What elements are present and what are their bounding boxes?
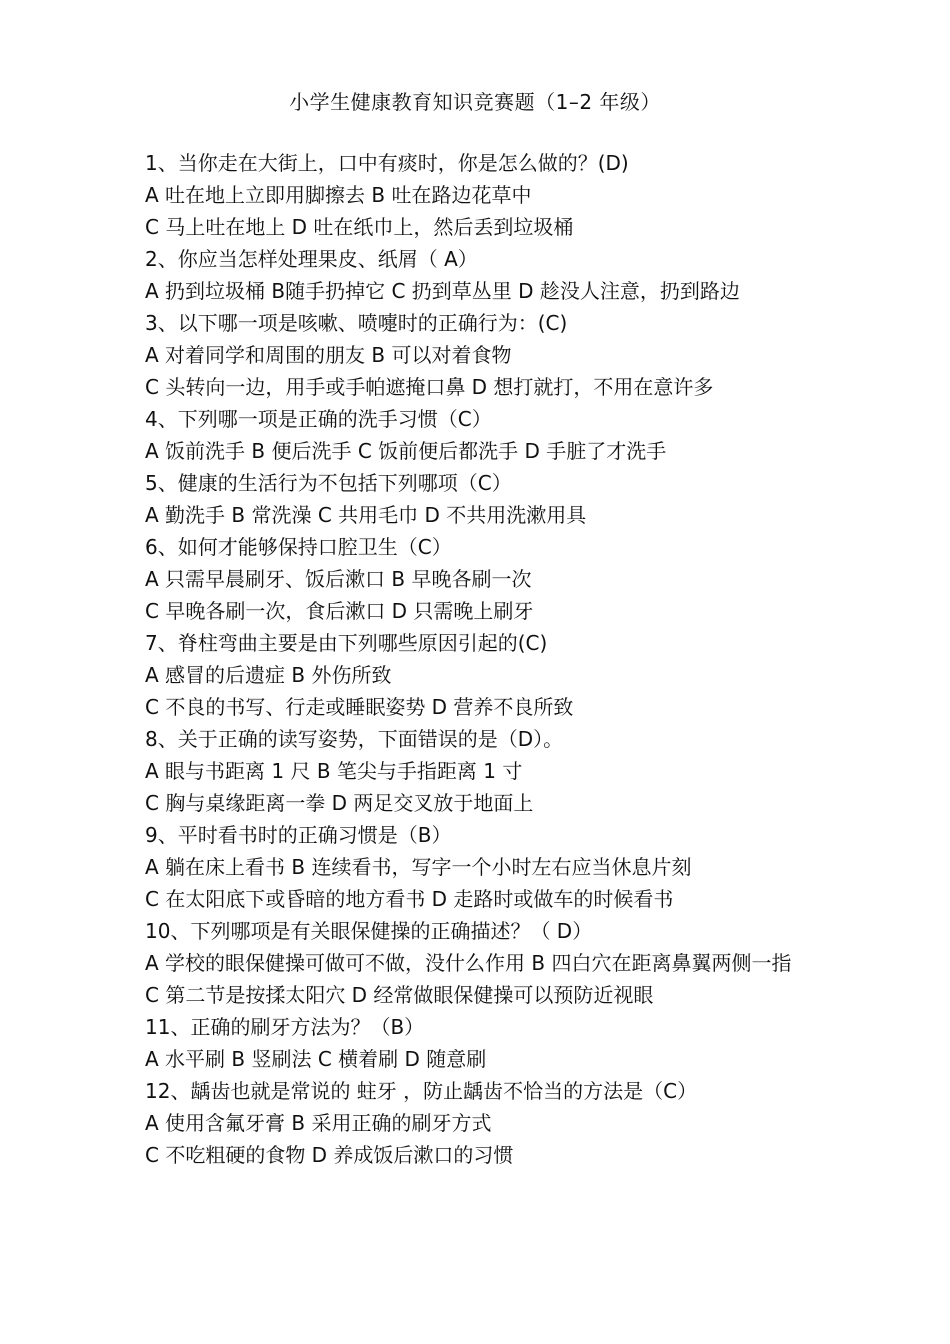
question-1-options-ab: A 吐在地上立即用脚擦去 B 吐在路边花草中 [145, 183, 532, 207]
question-5: 5、健康的生活行为不包括下列哪项（C） [145, 471, 512, 495]
question-3-options-cd: C 头转向一边，用手或手帕遮掩口鼻 D 想打就打，不用在意许多 [145, 375, 714, 399]
question-6-options-ab: A 只需早晨刷牙、饭后漱口 B 早晚各刷一次 [145, 567, 532, 591]
question-5-options: A 勤洗手 B 常洗澡 C 共用毛巾 D 不共用洗漱用具 [145, 503, 587, 527]
question-1-options-cd: C 马上吐在地上 D 吐在纸巾上，然后丢到垃圾桶 [145, 215, 574, 239]
question-10: 10、下列哪项是有关眼保健操的正确描述？（ D） [145, 919, 593, 943]
question-7: 7、脊柱弯曲主要是由下列哪些原因引起的(C) [145, 631, 548, 655]
question-7-options-ab: A 感冒的后遗症 B 外伤所致 [145, 663, 392, 687]
question-8: 8、关于正确的读写姿势，下面错误的是（D）。 [145, 727, 564, 751]
question-8-options-cd: C 胸与桌缘距离一拳 D 两足交叉放于地面上 [145, 791, 534, 815]
question-10-options-ab: A 学校的眼保健操可做可不做，没什么作用 B 四白穴在距离鼻翼两侧一指 [145, 951, 792, 975]
question-4: 4、下列哪一项是正确的洗手习惯（C） [145, 407, 492, 431]
question-11: 11、正确的刷牙方法为？（B） [145, 1015, 425, 1039]
question-2: 2、你应当怎样处理果皮、纸屑（ A） [145, 247, 478, 271]
question-8-options-ab: A 眼与书距离 1 尺 B 笔尖与手指距离 1 寸 [145, 759, 523, 783]
question-12-options-cd: C 不吃粗硬的食物 D 养成饭后漱口的习惯 [145, 1143, 514, 1167]
question-3: 3、以下哪一项是咳嗽、喷嚏时的正确行为：(C) [145, 311, 568, 335]
question-12: 12、龋齿也就是常说的 蛀牙 ，防止龋齿不恰当的方法是（C） [145, 1079, 698, 1103]
quiz-content [145, 147, 817, 1171]
page-title: 小学生健康教育知识竞赛题（1–2 年级） [289, 90, 661, 114]
question-4-options: A 饭前洗手 B 便后洗手 C 饭前便后都洗手 D 手脏了才洗手 [145, 439, 667, 463]
question-9: 9、平时看书时的正确习惯是（B） [145, 823, 452, 847]
question-7-options-cd: C 不良的书写、行走或睡眠姿势 D 营养不良所致 [145, 695, 574, 719]
question-1: 1、当你走在大街上，口中有痰时，你是怎么做的？(D) [145, 151, 629, 175]
question-2-options: A 扔到垃圾桶 B随手扔掉它 C 扔到草丛里 D 趁没人注意，扔到路边 [145, 279, 740, 303]
question-9-options-ab: A 躺在床上看书 B 连续看书，写字一个小时左右应当休息片刻 [145, 855, 692, 879]
question-10-options-cd: C 第二节是按揉太阳穴 D 经常做眼保健操可以预防近视眼 [145, 983, 654, 1007]
question-12-options-ab: A 使用含氟牙膏 B 采用正确的刷牙方式 [145, 1111, 492, 1135]
question-9-options-cd: C 在太阳底下或昏暗的地方看书 D 走路时或做车的时候看书 [145, 887, 674, 911]
question-3-options-ab: A 对着同学和周围的朋友 B 可以对着食物 [145, 343, 512, 367]
question-6: 6、如何才能够保持口腔卫生（C） [145, 535, 452, 559]
question-11-options: A 水平刷 B 竖刷法 C 横着刷 D 随意刷 [145, 1047, 487, 1071]
question-6-options-cd: C 早晚各刷一次，食后漱口 D 只需晚上刷牙 [145, 599, 534, 623]
